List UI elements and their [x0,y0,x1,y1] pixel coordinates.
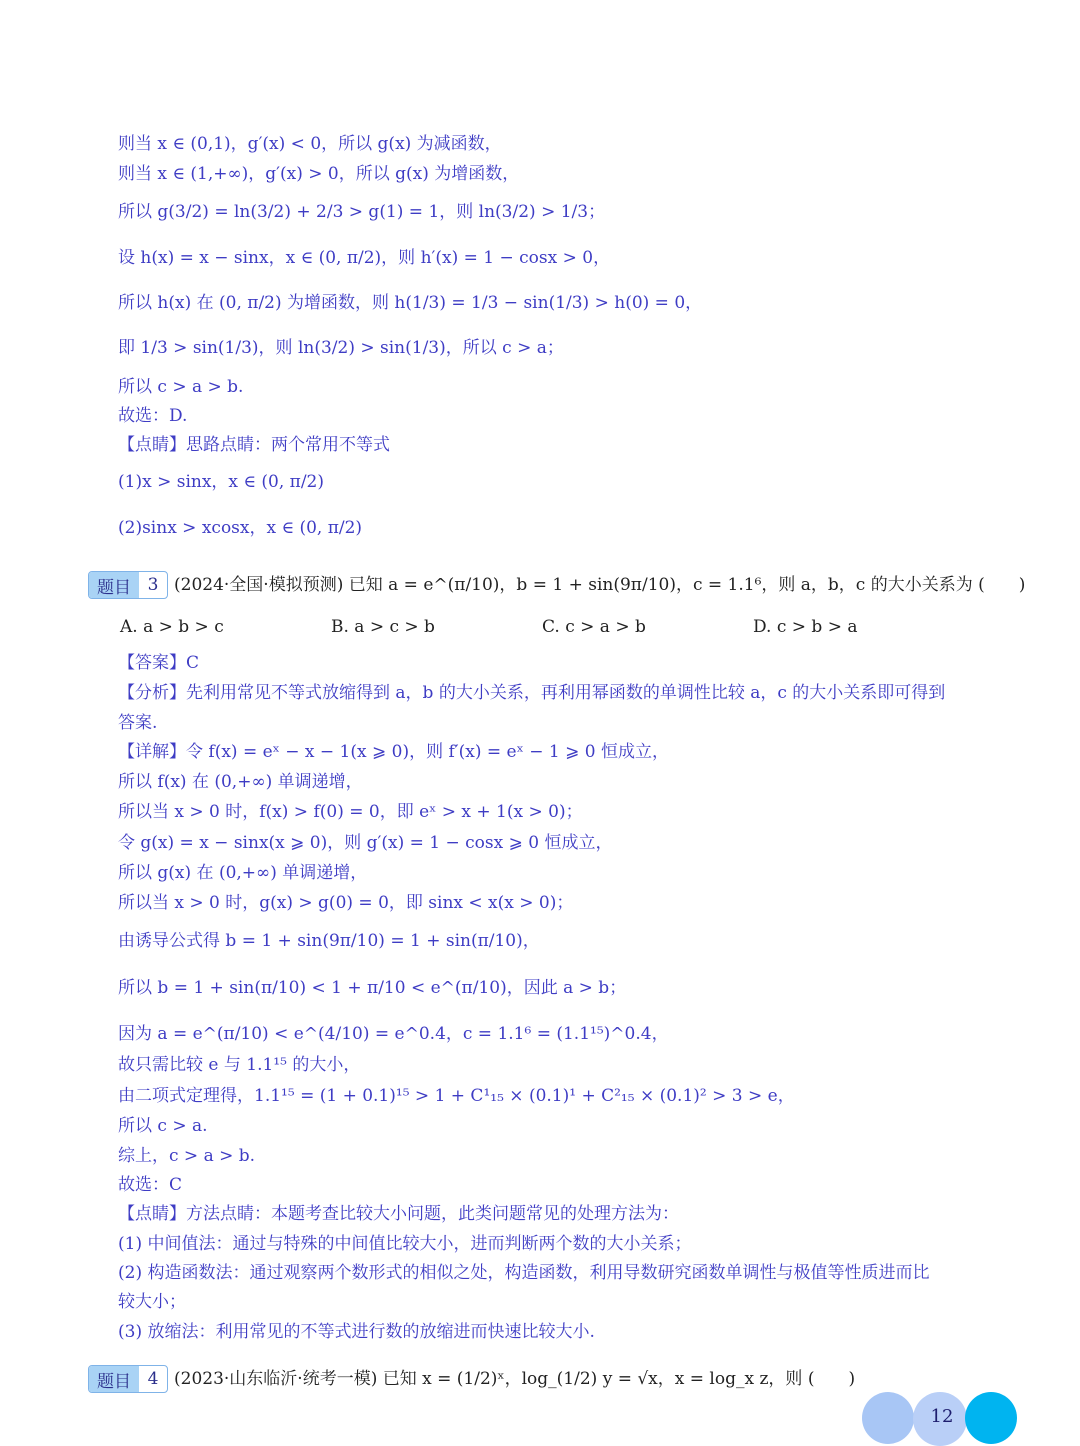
solution-line: 令 g(x) = x − sinx(x ⩾ 0)，则 g′(x) = 1 − cosx ⩾ 0 恒成立， [118,833,613,853]
solution-line: 综上，c > a > b. [118,1146,256,1166]
solution-line: 由诱导公式得 b = 1 + sin(9π/10) = 1 + sin(π/10)， [118,931,540,951]
analysis-line: 【分析】先利用常见不等式放缩得到 a，b 的大小关系，再利用幂函数的单调性比较 a，c 的大小关系即可得到 [118,683,946,703]
solution-line: (1)x > sinx，x ∈ (0, π/2) [118,472,325,492]
option-b: B. a > c > b [331,617,435,637]
question-stem: (2024·全国·模拟预测) 已知 a = e^(π/10)，b = 1 + sin(9π/10)，c = 1.1⁶，则 a，b，c 的大小关系为 ( ) [174,575,1026,595]
solution-line: 设 h(x) = x − sinx，x ∈ (0, π/2)，则 h′(x) = 1 − cosx > 0， [118,248,611,268]
solution-line: 所以 c > a > b. [118,377,244,397]
solution-line: 所以 b = 1 + sin(π/10) < 1 + π/10 < e^(π/10)，因此 a > b； [118,978,627,998]
solution-line: 由二项式定理得，1.1¹⁵ = (1 + 0.1)¹⁵ > 1 + C¹₁₅ × (0.1)¹ + C²₁₅ × (0.1)² > 3 > e， [118,1086,795,1106]
solution-line: 所以当 x > 0 时，f(x) > f(0) = 0，即 eˣ > x + 1(x > 0)； [118,802,583,822]
option-d: D. c > b > a [753,617,858,637]
solution-line: 则当 x ∈ (0,1)，g′(x) < 0，所以 g(x) 为减函数， [118,134,502,154]
question-tag-label: 题目 [89,572,139,598]
question-tag [88,1365,168,1393]
solution-line: 故选：C [118,1175,183,1195]
solution-line: 所以 f(x) 在 (0,+∞) 单调递增， [118,772,363,792]
solution-line: (2)sinx > xcosx，x ∈ (0, π/2) [118,518,363,538]
answer-line: 【答案】C [118,653,200,673]
solution-line: 因为 a = e^(π/10) < e^(4/10) = e^0.4，c = 1.1⁶ = (1.1¹⁵)^0.4， [118,1024,669,1044]
solution-line: 所以 c > a. [118,1116,208,1136]
tip-heading: 【点睛】方法点睛：本题考查比较大小问题，此类问题常见的处理方法为： [118,1204,679,1224]
solution-line: 所以 h(x) 在 (0, π/2) 为增函数，则 h(1/3) = 1/3 − sin(1/3) > h(0) = 0， [118,293,703,313]
tip-line: (1) 中间值法：通过与特殊的中间值比较大小，进而判断两个数的大小关系； [118,1234,692,1254]
solution-line: 故选：D. [118,406,188,426]
solution-line: 则当 x ∈ (1,+∞)，g′(x) > 0，所以 g(x) 为增函数， [118,164,520,184]
question-number: 4 [147,1369,159,1389]
question-number: 3 [147,575,159,595]
solution-line: 故只需比较 e 与 1.1¹⁵ 的大小， [118,1055,361,1075]
page-number: 12 [930,1405,954,1427]
decorative-circle-right [965,1392,1017,1444]
question-tag-label: 题目 [89,1366,139,1392]
solution-line: 所以 g(x) 在 (0,+∞) 单调递增， [118,863,368,883]
decorative-circle-left [862,1392,914,1444]
question-stem: (2023·山东临沂·统考一模) 已知 x = (1/2)ˣ，log_(1/2) y = √x，x = log_x z，则 ( ) [174,1369,856,1389]
solution-line: 所以 g(3/2) = ln(3/2) + 2/3 > g(1) = 1，则 ln(3/2) > 1/3； [118,202,606,222]
tip-heading: 【点睛】思路点睛：两个常用不等式 [118,435,390,455]
tip-line: 较大小； [118,1292,186,1312]
option-c: C. c > a > b [542,617,646,637]
option-a: A. a > b > c [120,617,224,637]
analysis-line: 答案. [118,713,158,733]
question-tag [88,571,168,599]
tip-line: (3) 放缩法：利用常见的不等式进行数的放缩进而快速比较大小. [118,1322,595,1342]
solution-line: 所以当 x > 0 时，g(x) > g(0) = 0，即 sinx < x(x > 0)； [118,893,574,913]
solution-line: 【详解】令 f(x) = eˣ − x − 1(x ⩾ 0)，则 f′(x) = eˣ − 1 ⩾ 0 恒成立， [118,742,669,762]
solution-line: 即 1/3 > sin(1/3)，则 ln(3/2) > sin(1/3)，所以 c > a； [118,338,564,358]
tip-line: (2) 构造函数法：通过观察两个数形式的相似之处，构造函数，利用导数研究函数单调性与极值等性质进而比 [118,1263,930,1283]
